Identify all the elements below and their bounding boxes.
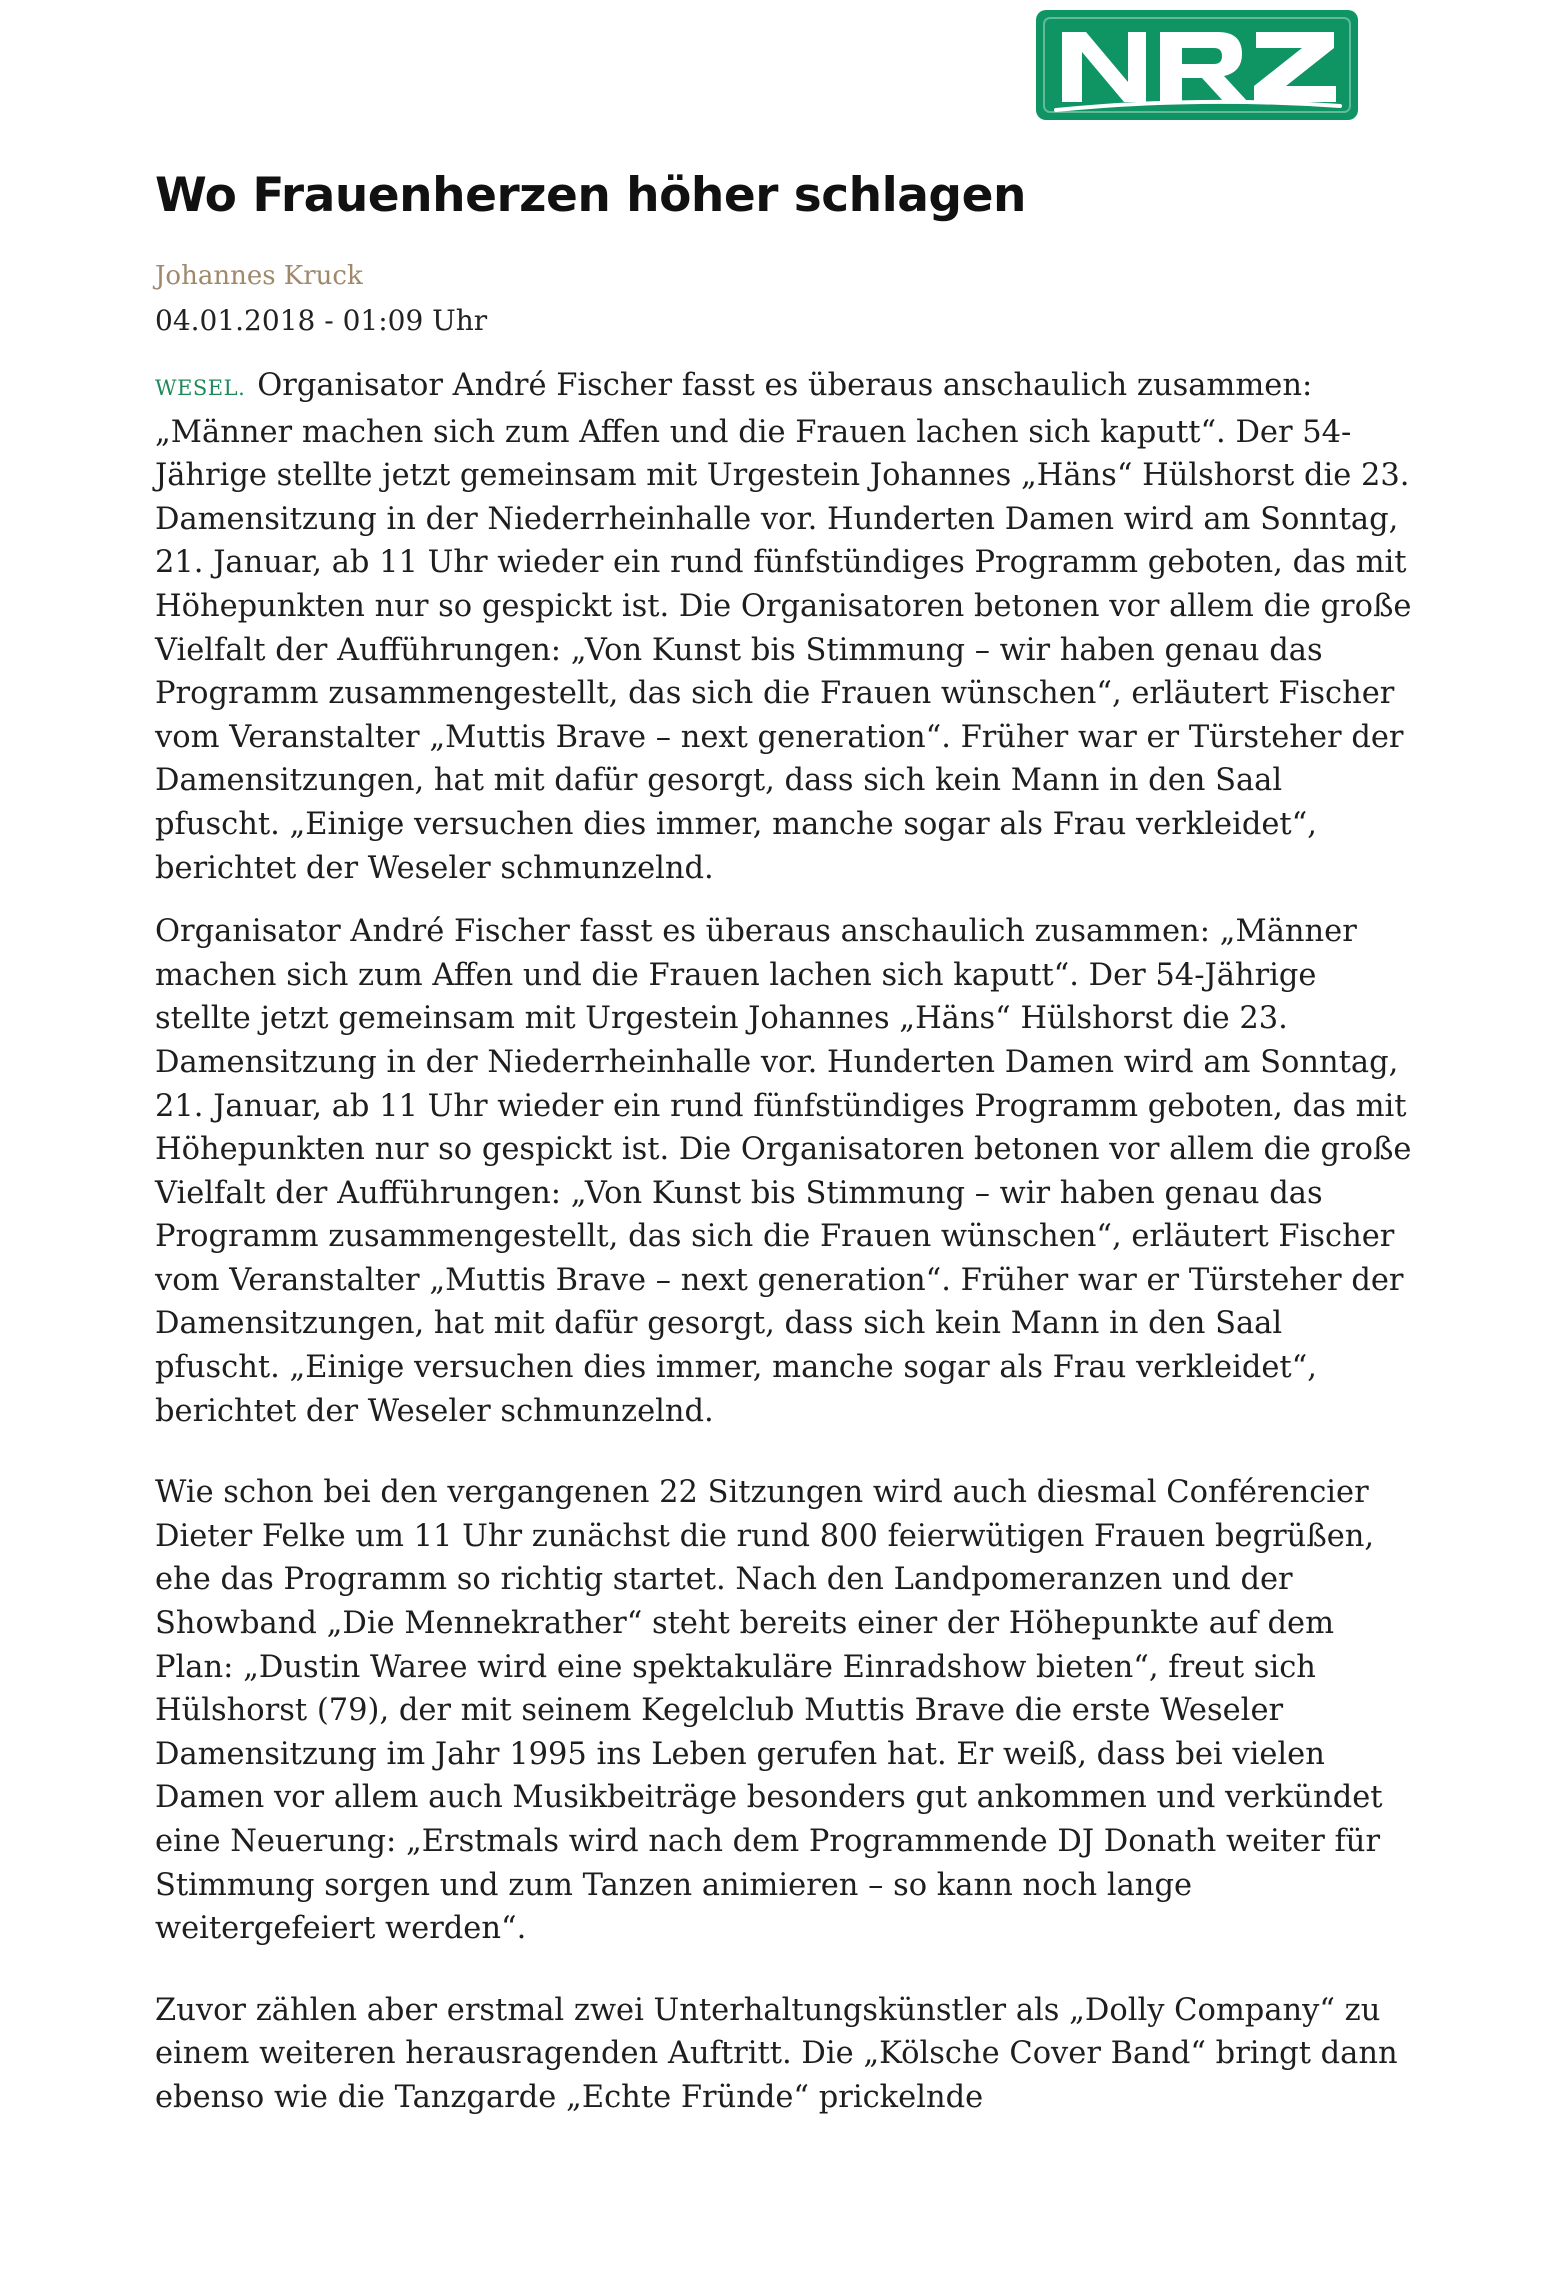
article-paragraph-4: Zuvor zählen aber erstmal zwei Unterhaltungskünstler als „Dolly Company“ zu einem weiteren herausragenden Auftritt. Die „Kölsche Cover Band“ bringt dann ebenso wie die Tanzgarde „Echte Fründe“ prickelnde bbox=[155, 1992, 1398, 2115]
article-body bbox=[155, 364, 1415, 2120]
article-dateline: WESEL. bbox=[155, 376, 246, 400]
nrz-logo-icon bbox=[1036, 10, 1358, 120]
article-paragraph-3: Wie schon bei den vergangenen 22 Sitzungen wird auch diesmal Conférencier Dieter Felke um 11 Uhr zunächst die rund 800 feierwütigen Frauen begrüßen, ehe das Programm so richtig startet. Nach den Landpomeranzen und der Showband „Die Mennekrather“ steht bereits einer der Höhepunkte auf dem Plan: „Dustin Waree wird eine spektakuläre Einradshow bieten“, freut sich Hülshorst (79), der mit seinem Kegelclub Muttis Brave die erste Weseler Damensitzung im Jahr 1995 ins Leben gerufen hat. Er weiß, dass bei vielen Damen vor allem auch Musikbeiträge besonders gut ankommen und verkündet eine Neuerung: „Erstmals wird nach dem Programmende DJ Donath weiter für Stimmung sorgen und zum Tanzen animieren – so kann noch lange weitergefeiert werden“. bbox=[155, 1475, 1383, 1947]
article-paragraph-2: Organisator André Fischer fasst es überaus anschaulich zusammen: „Männer machen sich zum Affen und die Frauen lachen sich kaputt“. Der 54-Jährige stellte jetzt gemeinsam mit Urgestein Johannes „Häns“ Hülshorst die 23. Damensitzung in der Niederrheinhalle vor. Hunderten Damen wird am Sonntag, 21. Januar, ab 11 Uhr wieder ein rund fünfstündiges Programm geboten, das mit Höhepunkten nur so gespickt ist. Die Organisatoren betonen vor allem die große Vielfalt der Aufführungen: „Von Kunst bis Stimmung – wir haben genau das Programm zusammengestellt, das sich die Frauen wünschen“, erläutert Fischer vom Veranstalter „Muttis Brave – next generation“. Früher war er Türsteher der Damensitzungen, hat mit dafür gesorgt, dass sich kein Mann in den Saal pfuscht. „Einige versuchen dies immer, manche sogar als Frau verkleidet“, berichtet der Weseler schmunzelnd. bbox=[155, 914, 1412, 1429]
paragraph-text: Organisator André Fischer fasst es überaus anschaulich zusammen: „Männer machen sich zum Affen und die Frauen lachen sich kaputt“. Der 54-Jährige stellte jetzt gemeinsam mit Urgestein Johannes „Häns“ Hülshorst die 23. Damensitzung in der Niederrheinhalle vor. Hunderten Damen wird am Sonntag, 21. Januar, ab 11 Uhr wieder ein rund fünfstündiges Programm geboten, das mit Höhepunkten nur so gespickt ist. Die Organisatoren betonen vor allem die große Vielfalt der Aufführungen: „Von Kunst bis Stimmung – wir haben genau das Programm zusammengestellt, das sich die Frauen wünschen“, erläutert Fischer vom Veranstalter „Muttis Brave – next generation“. Früher war er Türsteher der Damensitzungen, hat mit dafür gesorgt, dass sich kein Mann in den Saal pfuscht. „Einige versuchen dies immer, manche sogar als Frau verkleidet“, berichtet der Weseler schmunzelnd. bbox=[155, 368, 1412, 886]
article-date: 04.01.2018 - 01:09 Uhr bbox=[155, 304, 488, 337]
article-author[interactable]: Johannes Kruck bbox=[155, 261, 363, 291]
nrz-logo bbox=[1036, 10, 1358, 120]
article-paragraph-1 bbox=[155, 364, 1415, 890]
article-headline: Wo Frauenherzen höher schlagen bbox=[155, 168, 1026, 223]
